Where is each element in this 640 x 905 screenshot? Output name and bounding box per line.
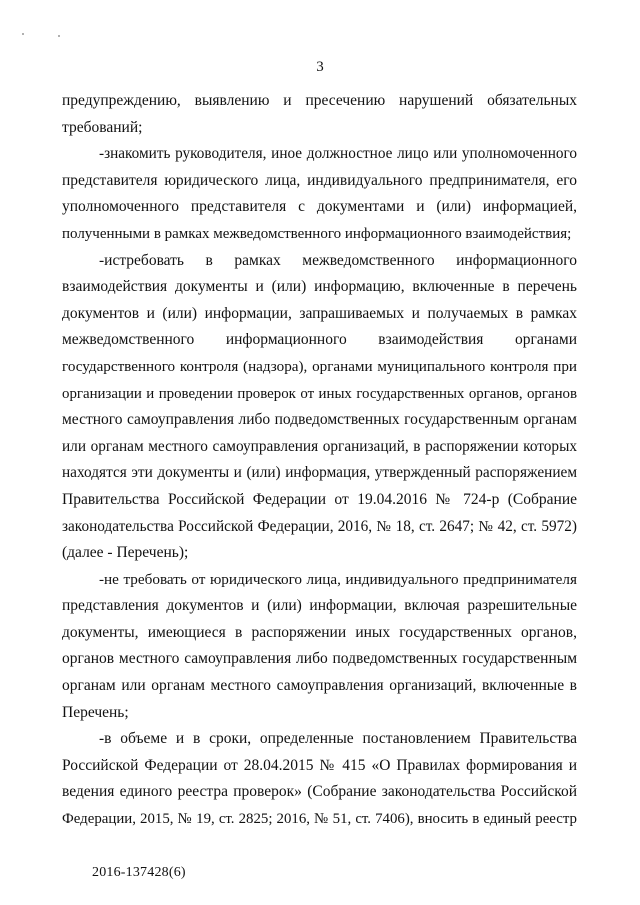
text-line: Правительства Российской Федерации от 19.04.2016 № 724-р (Собрание bbox=[62, 490, 577, 508]
paragraph bbox=[62, 248, 577, 567]
text-line: законодательства Российской Федерации, 2016, № 18, ст. 2647; № 42, ст. 5972) bbox=[62, 517, 577, 535]
text-line: органов местного самоуправления либо подведомственных государственным bbox=[62, 650, 577, 668]
text-line: -не требовать от юридического лица, индивидуального предпринимателя bbox=[99, 570, 577, 588]
text-line: государственного контроля (надзора), органами муниципального контроля при bbox=[62, 358, 577, 375]
page-number: 3 bbox=[316, 59, 324, 75]
text-line: предупреждению, выявлению и пресечению нарушений обязательных bbox=[62, 92, 577, 109]
text-line: документов и (или) информации, запрашиваемых и получаемых в рамках bbox=[62, 304, 577, 322]
text-line: находятся эти документы и (или) информация, утвержденный распоряжением bbox=[62, 464, 577, 482]
text-line: требований; bbox=[62, 118, 143, 136]
text-line: документы, имеющиеся в распоряжении иных государственных органов, bbox=[62, 623, 577, 641]
text-line: органам или органам местного самоуправления организаций, включенные в bbox=[62, 677, 577, 695]
text-line: представления документов и (или) информации, включая разрешительные bbox=[62, 597, 577, 615]
text-line: организации и проведении проверок от иных государственных органов, органов bbox=[62, 385, 577, 402]
paragraph bbox=[62, 567, 577, 727]
text-line: или органам местного самоуправления организаций, в распоряжении которых bbox=[62, 437, 577, 455]
text-line: Федерации, 2015, № 19, ст. 2825; 2016, № 51, ст. 7406), вносить в единый реестр bbox=[62, 811, 577, 828]
text-line: уполномоченного представителя с документами и (или) информацией, bbox=[62, 198, 577, 216]
text-line: местного самоуправления либо подведомственных государственным органам bbox=[62, 411, 577, 429]
scan-speck bbox=[58, 35, 60, 37]
paragraph bbox=[62, 141, 577, 247]
document-body bbox=[62, 88, 577, 833]
text-line: Российской Федерации от 28.04.2015 № 415 «О Правилах формирования и bbox=[62, 756, 577, 774]
text-line: Перечень; bbox=[62, 703, 129, 721]
text-line: ведения единого реестра проверок» (Собрание законодательства Российской bbox=[62, 783, 577, 801]
text-line: представителя юридического лица, индивидуального предпринимателя, его bbox=[62, 171, 577, 189]
text-line: -истребовать в рамках межведомственного информационного bbox=[99, 251, 577, 269]
text-line: (далее - Перечень); bbox=[62, 544, 189, 562]
paragraph bbox=[62, 726, 577, 832]
paragraph bbox=[62, 88, 577, 141]
text-line: -в объеме и в сроки, определенные постановлением Правительства bbox=[99, 730, 577, 748]
text-line: межведомственного информационного взаимодействия органами bbox=[62, 331, 577, 349]
scan-speck bbox=[22, 33, 24, 35]
text-line: полученными в рамках межведомственного информационного взаимодействия; bbox=[62, 225, 572, 242]
text-line: взаимодействия документы и (или) информацию, включенные в перечень bbox=[62, 278, 577, 296]
document-code: 2016-137428(6) bbox=[92, 865, 186, 880]
text-line: -знакомить руководителя, иное должностное лицо или уполномоченного bbox=[99, 145, 577, 163]
